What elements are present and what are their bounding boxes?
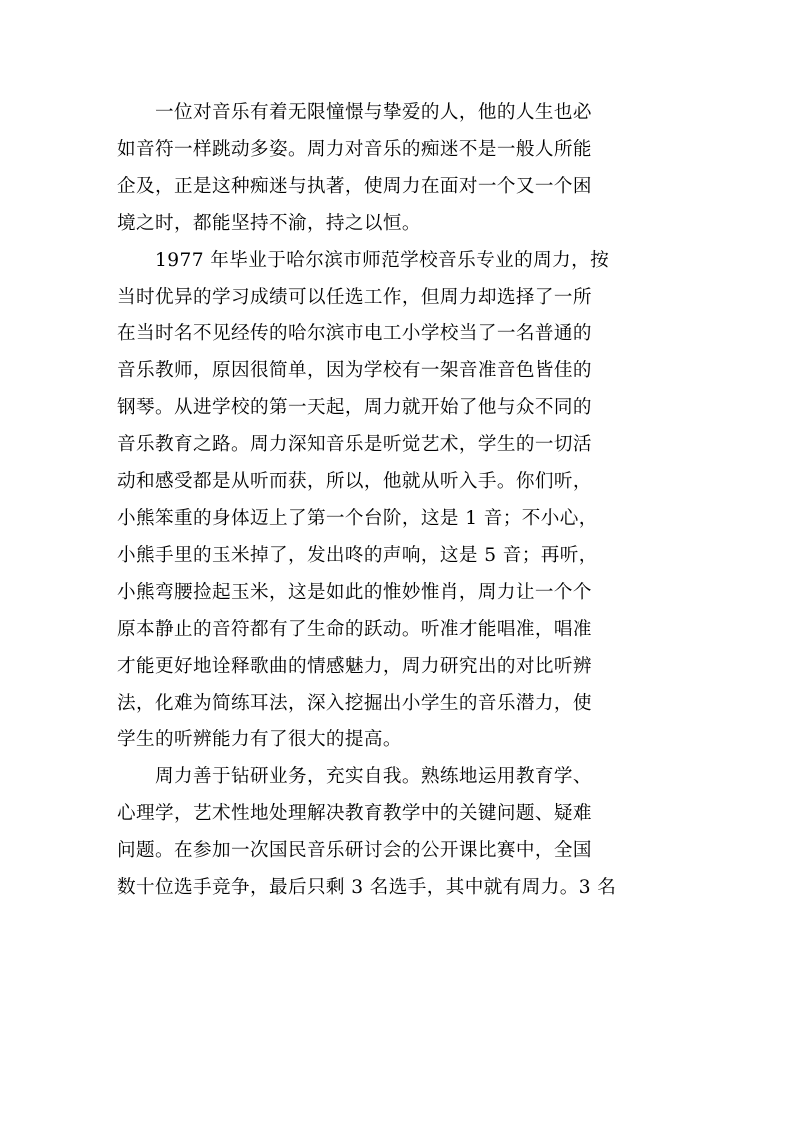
text-line: 在当时名不见经传的哈尔滨市电工小学校当了一名普通的 bbox=[117, 323, 592, 345]
text-line: 原本静止的音符都有了生命的跃动。听准才能唱准，唱准 bbox=[117, 618, 592, 640]
text-line: 当时优异的学习成绩可以任选工作，但周力却选择了一所 bbox=[117, 286, 592, 308]
text-line: 数十位选手竞争，最后只剩 3 名选手，其中就有周力。3 名 bbox=[117, 877, 617, 899]
body-text bbox=[117, 95, 677, 907]
text-line: 心理学，艺术性地处理解决教育教学中的关键问题、疑难 bbox=[117, 803, 592, 825]
text-line: 企及，正是这种痴迷与执著，使周力在面对一个又一个困 bbox=[117, 175, 592, 197]
text-line: 小熊笨重的身体迈上了第一个台阶，这是 1 音；不小心， bbox=[117, 507, 598, 529]
text-line: 音乐教育之路。周力深知音乐是听觉艺术，学生的一切活 bbox=[117, 434, 592, 456]
text-line: 音乐教师，原因很简单，因为学校有一架音准音色皆佳的 bbox=[117, 360, 592, 382]
text-line: 如音符一样跳动多姿。周力对音乐的痴迷不是一般人所能 bbox=[117, 138, 592, 160]
text-line: 才能更好地诠释歌曲的情感魅力，周力研究出的对比听辨 bbox=[117, 655, 592, 677]
text-line: 1977 年毕业于哈尔滨市师范学校音乐专业的周力，按 bbox=[155, 249, 610, 271]
text-line: 境之时，都能坚持不渝，持之以恒。 bbox=[117, 212, 421, 234]
paragraph-3 bbox=[117, 759, 677, 907]
text-line: 学生的听辨能力有了很大的提高。 bbox=[117, 729, 402, 751]
text-line: 动和感受都是从听而获，所以，他就从听入手。你们听， bbox=[117, 471, 592, 493]
text-line: 问题。在参加一次国民音乐研讨会的公开课比赛中，全国 bbox=[117, 840, 592, 862]
text-line: 一位对音乐有着无限憧憬与挚爱的人，他的人生也必 bbox=[155, 102, 592, 123]
text-line: 小熊弯腰捡起玉米，这是如此的惟妙惟肖，周力让一个个 bbox=[117, 581, 592, 603]
text-line: 小熊手里的玉米掉了，发出咚的声响，这是 5 音；再听， bbox=[117, 544, 598, 566]
text-line: 周力善于钻研业务，充实自我。熟练地运用教育学、 bbox=[155, 766, 592, 788]
paragraph-2 bbox=[117, 243, 677, 760]
text-line: 法，化难为简练耳法，深入挖掘出小学生的音乐潜力，使 bbox=[117, 692, 592, 714]
text-line: 钢琴。从进学校的第一天起，周力就开始了他与众不同的 bbox=[117, 397, 592, 419]
paragraph-1 bbox=[117, 95, 677, 243]
